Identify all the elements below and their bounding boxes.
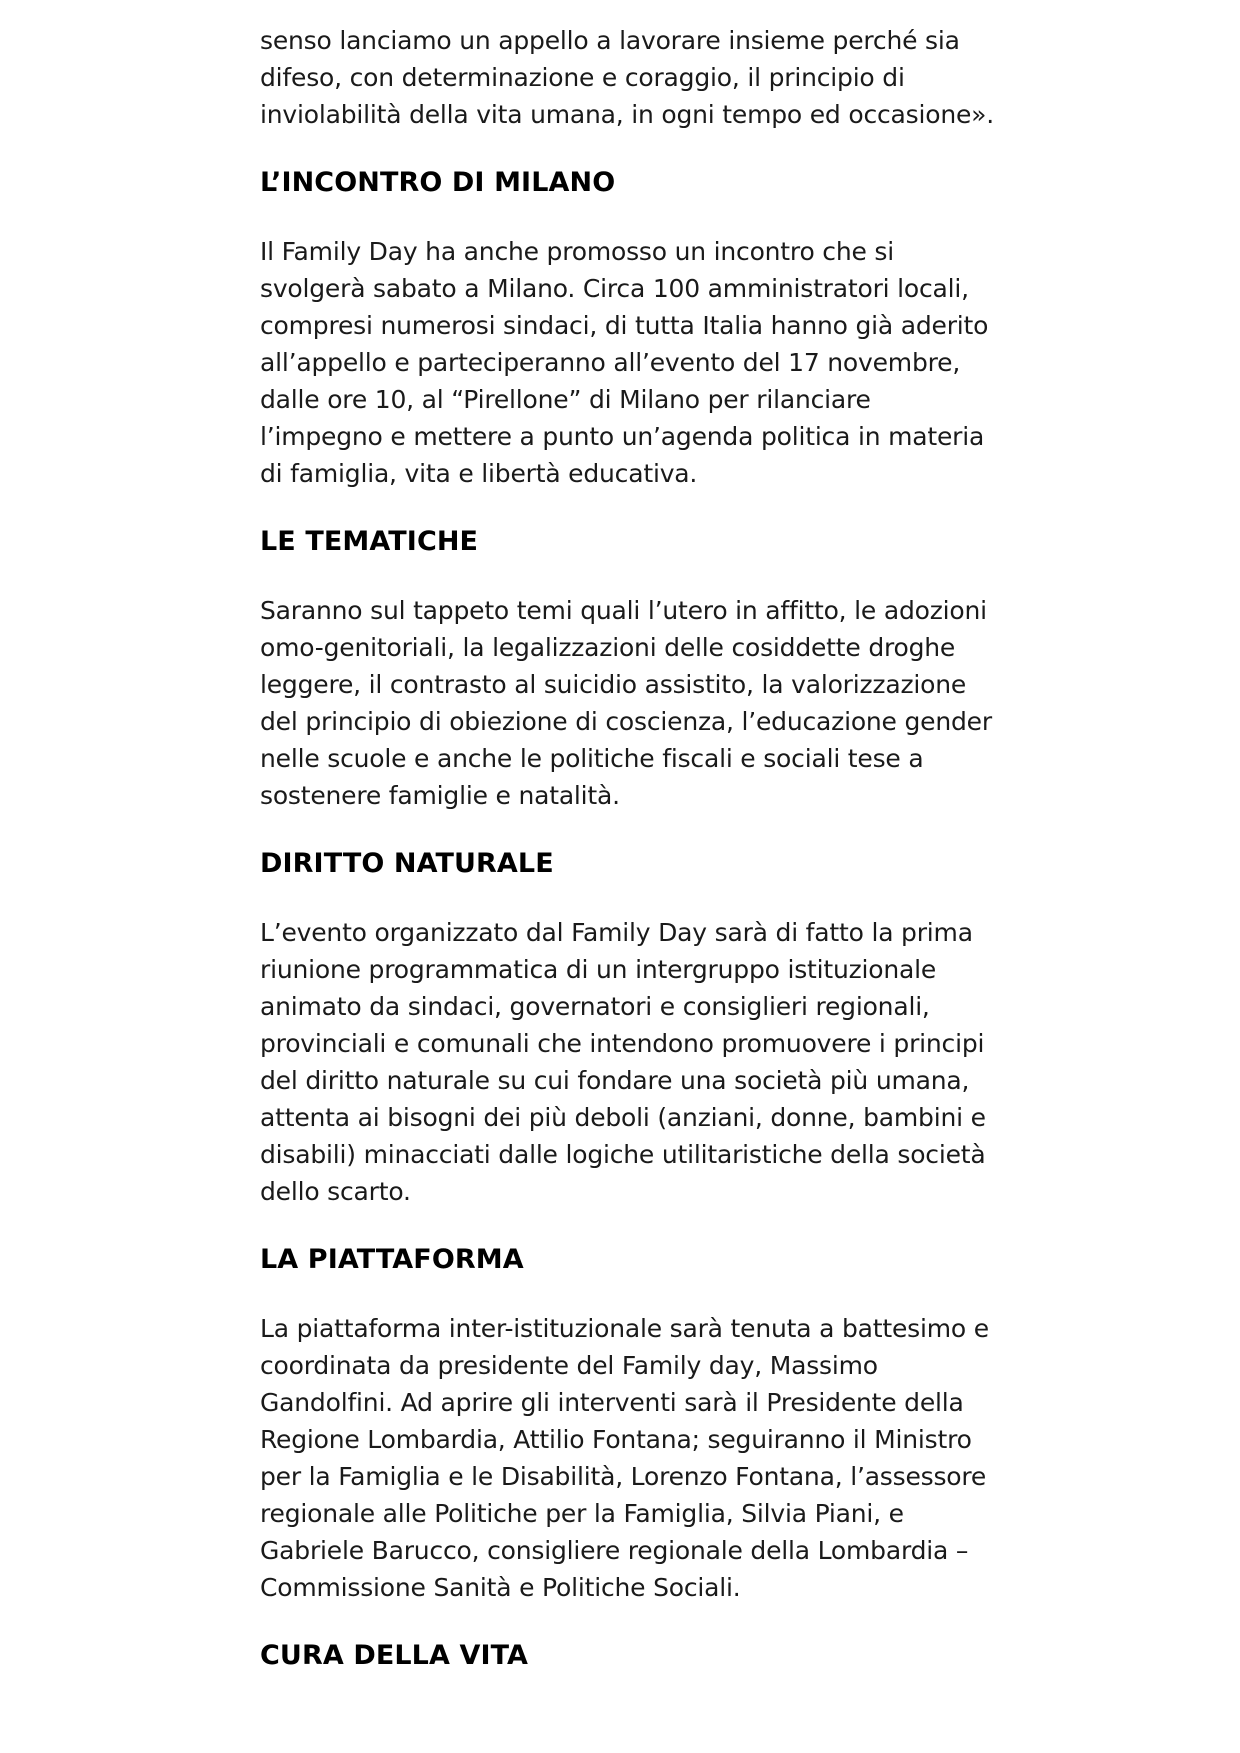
spacer <box>260 1210 1020 1240</box>
section-paragraph-piattaforma: La piattaforma inter-istituzionale sarà tenuta a battesimo e coordinata da presidente del Family day, Massimo Gandolfini. Ad aprire gli interventi sarà il Presidente della Regione Lombardia, Attilio Fontana; seguiranno il Ministro per la Famiglia e le Disabilità, Lorenzo Fontana, l’assessore regionale alle Politiche per la Famiglia, Silvia Piani, e Gabriele Barucco, consigliere regionale della Lombardia – Commissione Sanità e Politiche Sociali. <box>260 1314 989 1602</box>
section-heading-piattaforma: LA PIATTAFORMA <box>260 1244 524 1275</box>
spacer <box>260 884 1020 914</box>
intro-paragraph: senso lanciamo un appello a lavorare insieme perché sia difeso, con determinazione e coraggio, il principio di inviolabilità della vita umana, in ogni tempo ed occasione». <box>260 26 994 129</box>
spacer <box>260 1280 1020 1310</box>
spacer <box>260 133 1020 163</box>
section-heading-cura-della-vita: CURA DELLA VITA <box>260 1640 529 1671</box>
article-body <box>260 22 1020 1676</box>
section-heading-tematiche: LE TEMATICHE <box>260 526 479 557</box>
section-paragraph-tematiche: Saranno sul tappeto temi quali l’utero in affitto, le adozioni omo-genitoriali, la legalizzazioni delle cosiddette droghe leggere, il contrasto al suicidio assistito, la valorizzazione del principio di obiezione di coscienza, l’educazione gender nelle scuole e anche le politiche fiscali e sociali tese a sostenere famiglie e natalità. <box>260 596 992 810</box>
section-paragraph-incontro-milano: Il Family Day ha anche promosso un incontro che si svolgerà sabato a Milano. Circa 100 amministratori locali, compresi numerosi sindaci, di tutta Italia hanno già aderito all’appello e parteciperanno all’evento del 17 novembre, dalle ore 10, al “Pirellone” di Milano per rilanciare l’impegno e mettere a punto un’agenda politica in materia di famiglia, vita e libertà educativa. <box>260 237 989 488</box>
spacer <box>260 814 1020 844</box>
section-heading-diritto-naturale: DIRITTO NATURALE <box>260 848 554 879</box>
spacer <box>260 562 1020 592</box>
section-heading-incontro-milano: L’INCONTRO DI MILANO <box>260 167 616 198</box>
spacer <box>260 203 1020 233</box>
spacer <box>260 492 1020 522</box>
section-paragraph-diritto-naturale: L’evento organizzato dal Family Day sarà di fatto la prima riunione programmatica di un intergruppo istituzionale animato da sindaci, governatori e consiglieri regionali, provinciali e comunali che intendono promuovere i principi del diritto naturale su cui fondare una società più umana, attenta ai bisogni dei più deboli (anziani, donne, bambini e disabili) minacciati dalle logiche utilitaristiche della società dello scarto. <box>260 918 986 1206</box>
spacer <box>260 1606 1020 1636</box>
